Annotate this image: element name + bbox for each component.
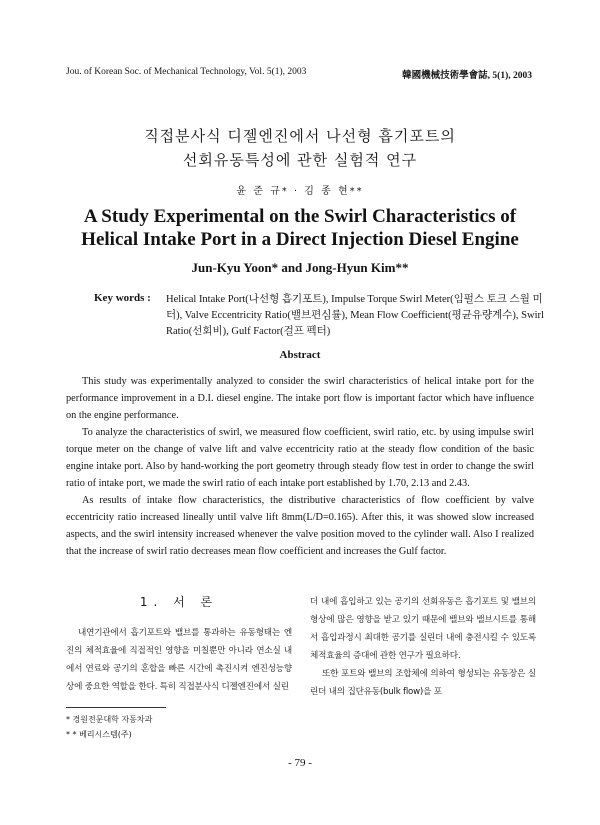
korean-title-line-1: 직접분사식 디젤엔진에서 나선형 흡기포트의 — [144, 127, 456, 145]
keywords-label: Key words : — [94, 292, 151, 304]
keywords-text: Helical Intake Port(나선형 흡기포트), Impulse Torque Swirl Meter(임펄스 토크 스월 미터), Valve Eccentricity Ratio(밸브편심률), Mean Flow Coefficient(평균유량계수), Swirl Ratio(선회비), Gulf Factor(걸프 펙터) — [166, 294, 544, 337]
abstract-heading: Abstract — [279, 349, 321, 361]
section-heading-introduction: 1. 서 론 — [139, 595, 219, 609]
intro-paragraph-continued: 더 내에 흡입하고 있는 공기의 선회유동은 흡기포트 및 밸브의 형상에 많은 영향을 받고 있기 때문에 밸브와 밸브시트를 통해서 흡입과정시 최대한 공기를 실린더 내에 충전시킬 수 있도록 체적효율의 증대에 관한 연구가 필요하다. — [310, 597, 536, 661]
english-title-line-2: Helical Intake Port in a Direct Injection Diesel Engine — [81, 229, 519, 250]
footnote-affiliation-1: * 경원전문대학 자동차과 — [66, 715, 153, 724]
english-title-line-1: A Study Experimental on the Swirl Characteristics of — [83, 206, 517, 227]
intro-paragraph-2: 또한 포트와 밸브의 조합체에 의하여 형성되는 유동장은 실린더 내의 집단유동(bulk flow)을 포 — [310, 669, 536, 697]
footnotes — [66, 712, 152, 742]
page-number: - 79 - — [288, 757, 312, 769]
footnote-divider — [66, 707, 166, 708]
abstract-paragraph-1: This study was experimentally analyzed to consider the swirl characteristics of helical intake port for the performance improvement in a D.I. diesel engine. The intake port flow is important factor which have influence on the engine performance. — [66, 376, 534, 421]
korean-authors: 윤 준 규* · 김 종 현** — [236, 186, 364, 197]
journal-header-left: Jou. of Korean Soc. of Mechanical Technology, Vol. 5(1), 2003 — [66, 67, 307, 77]
left-column — [66, 593, 292, 696]
abstract-body — [66, 373, 534, 560]
abstract-paragraph-3: As results of intake flow characteristics, the distributive characteristics of flow coefficient by valve eccentricity ratio increased lineally until valve lift 8mm(L/D=0.165). After this, it was showed slow increased aspects, and the swirl intensity increased whenever the valve position moved to the cylinder wall. Also I realized that the increase of swirl ratio decreases mean flow coefficient and increases the Gulf factor. — [66, 495, 534, 557]
english-authors: Jun-Kyu Yoon* and Jong-Hyun Kim** — [191, 260, 409, 275]
journal-header-right: 韓國機械技術學會誌, 5(1), 2003 — [402, 71, 532, 81]
abstract-paragraph-2: To analyze the characteristics of swirl, we measured flow coefficient, swirl ratio, etc. by using impulse swirl torque meter on the change of valve lift and valve eccentricity ratio at the steady flow condition of the basic engine intake port. Also by hand-working the port geometry through steady flow test in order to change the swirl ratio of intake port, we made the swirl ratio of each intake port established by 1.70, 2.13 and 2.43. — [66, 427, 534, 489]
korean-title — [0, 124, 600, 172]
intro-paragraph-1: 내연기관에서 흡기포트와 밸브를 통과하는 유동형태는 엔진의 체적효율에 직접적인 영향을 미칠뿐만 아니라 연소실 내에서 연료와 공기의 혼합을 빠른 시간에 촉진시켜 엔진성능향상에 중요한 역할을 한다. 특히 직접분사식 디젤엔진에서 실린 — [66, 628, 292, 692]
left-column-text — [66, 624, 292, 696]
footnote-affiliation-2: * * 베리시스템(주) — [66, 730, 132, 739]
right-column — [310, 593, 536, 701]
english-title — [0, 205, 600, 251]
korean-title-line-2: 선회유동특성에 관한 실험적 연구 — [182, 151, 418, 169]
right-column-text — [310, 593, 536, 701]
